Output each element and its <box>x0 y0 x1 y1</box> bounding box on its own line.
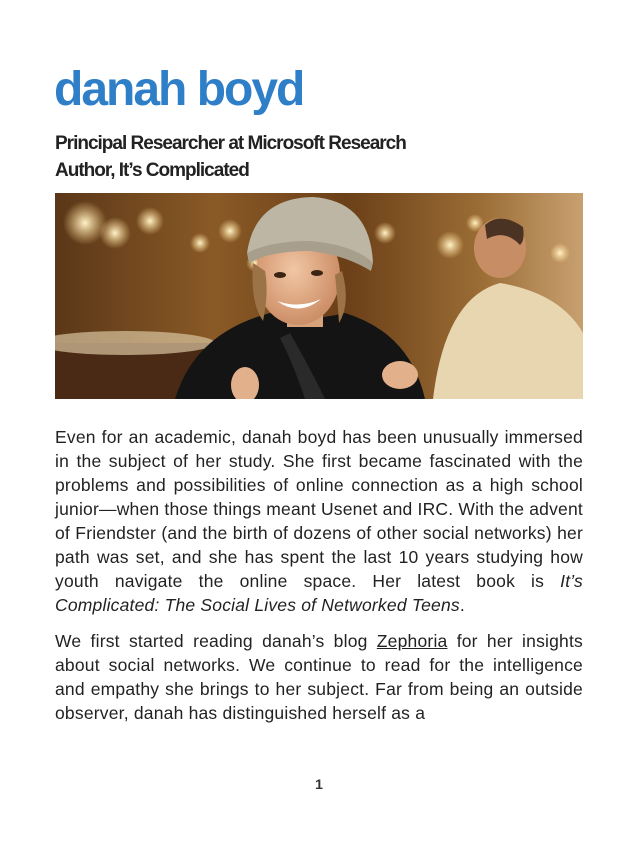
page-title: danah boyd <box>54 63 304 116</box>
paragraph-intro <box>55 425 583 617</box>
paragraph-intro-end: . <box>459 595 465 615</box>
paragraph-blog <box>55 629 583 725</box>
book-title: It’s Complicated: The Social Lives of Networked Teens <box>55 571 583 615</box>
paragraph-blog-text: We first started reading danah’s blog <box>55 631 377 651</box>
subtitle-line-author: Author, It’s Complicated <box>55 160 249 181</box>
subtitle-line-role: Principal Researcher at Microsoft Research <box>55 133 406 154</box>
zephoria-link[interactable]: Zephoria <box>376 631 448 651</box>
page-number: 1 <box>315 776 323 792</box>
portrait-photo <box>55 193 583 399</box>
article-body <box>55 425 583 737</box>
paragraph-intro-text: Even for an academic, danah boyd has been unusually immersed in the subject of her study. She first became fascinated with the problems and possibilities of online connection as a high school junior—when those things meant Usenet and IRC. With the advent of Friendster (and the birth of dozens of other social networks) her path was set, and she has spent the last 10 years studying how youth navigate the online space. Her latest book is <box>55 427 583 591</box>
paragraph-blog-rest: for her insights about social networks. We continue to read for the intelligence and empathy she brings to her subject. Far from being an outside observer, danah has distinguished herself as a <box>55 631 583 723</box>
subtitle <box>55 130 406 184</box>
